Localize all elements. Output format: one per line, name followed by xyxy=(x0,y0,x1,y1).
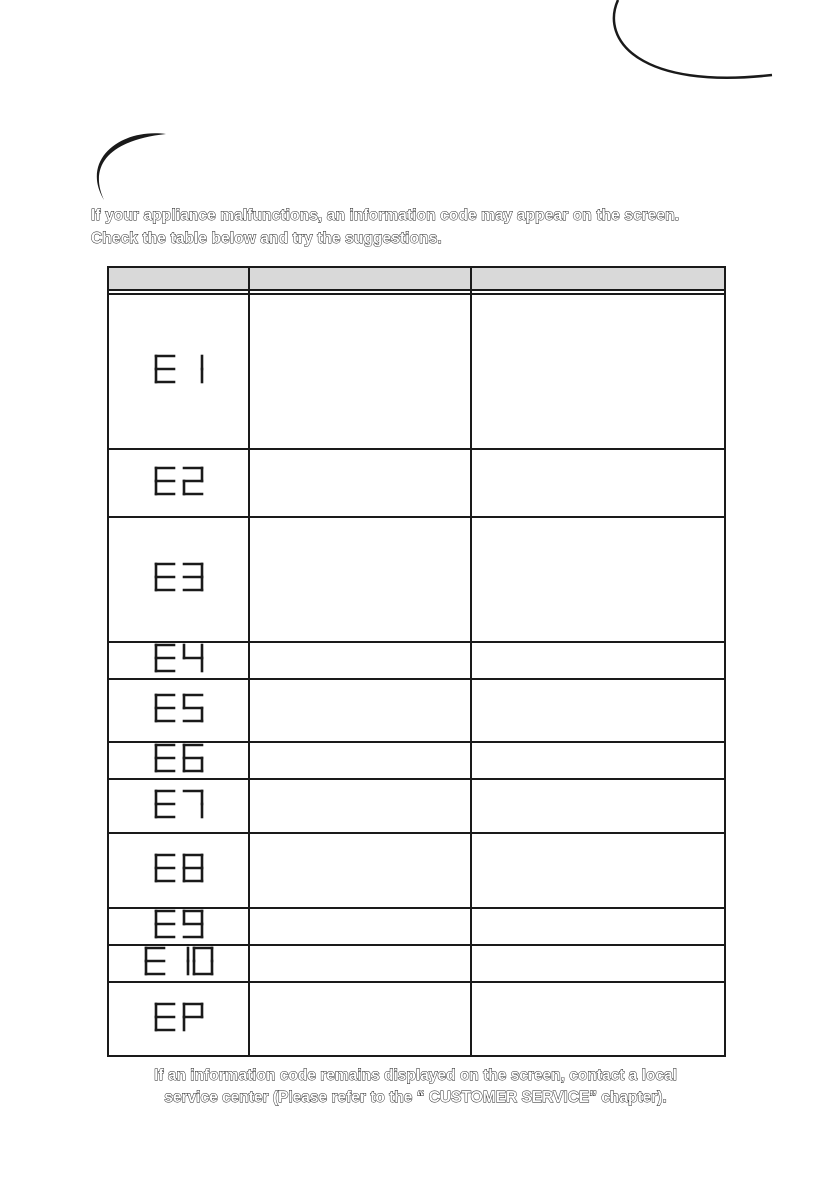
table-row xyxy=(108,908,725,945)
code-cell-e9 xyxy=(108,908,249,945)
table-row xyxy=(108,517,725,642)
e10-code-display xyxy=(144,946,214,981)
table-row xyxy=(108,742,725,779)
footer-line-1: If an information code remains displayed on the screen, contact a local xyxy=(154,1067,677,1084)
solution-cell xyxy=(471,945,725,982)
cause-cell xyxy=(249,742,471,779)
cause-cell xyxy=(249,945,471,982)
solution-cell xyxy=(471,982,725,1056)
code-cell-e10 xyxy=(108,945,249,982)
table-row xyxy=(108,982,725,1056)
e7-code-display xyxy=(154,789,204,824)
seven-segment-code xyxy=(154,743,204,773)
top-right-arc xyxy=(614,0,772,78)
solution-cell xyxy=(471,833,725,908)
seven-segment-code xyxy=(154,1002,204,1032)
cause-cell xyxy=(249,517,471,642)
header-solution xyxy=(471,267,725,290)
seven-segment-code xyxy=(144,946,214,976)
section-bracket-arc xyxy=(97,133,166,200)
intro-line-1: If your appliance malfunctions, an information code may appear on the screen. xyxy=(91,207,680,224)
code-cell-e1 xyxy=(108,294,249,449)
code-cell-e5 xyxy=(108,679,249,742)
e4-code-display xyxy=(154,643,204,678)
solution-cell xyxy=(471,449,725,517)
e8-code-display xyxy=(154,853,204,888)
solution-cell xyxy=(471,742,725,779)
table-header-row xyxy=(108,267,725,290)
cause-cell xyxy=(249,779,471,833)
seven-segment-code xyxy=(154,853,204,883)
intro-line-2: Check the table below and try the suggestions. xyxy=(91,230,442,247)
seven-segment-code xyxy=(154,693,204,723)
code-cell-e4 xyxy=(108,642,249,679)
seven-segment-code xyxy=(154,466,204,496)
table-row xyxy=(108,642,725,679)
solution-cell xyxy=(471,642,725,679)
intro-text xyxy=(91,204,771,250)
e5-code-display xyxy=(154,693,204,728)
footer-note xyxy=(107,1065,724,1109)
code-cell-e2 xyxy=(108,449,249,517)
e9-code-display xyxy=(154,909,204,944)
information-code-table xyxy=(107,266,726,1057)
footer-line-2: service center (Please refer to the “ CUSTOMER SERVICE” chapter). xyxy=(164,1089,667,1106)
solution-cell xyxy=(471,908,725,945)
cause-cell xyxy=(249,908,471,945)
seven-segment-code xyxy=(154,643,204,673)
solution-cell xyxy=(471,517,725,642)
header-code xyxy=(108,267,249,290)
code-cell-e6 xyxy=(108,742,249,779)
seven-segment-code xyxy=(154,354,204,384)
cause-cell xyxy=(249,294,471,449)
seven-segment-code xyxy=(154,789,204,819)
table-row xyxy=(108,779,725,833)
cause-cell xyxy=(249,449,471,517)
table-row xyxy=(108,945,725,982)
e1-code-display xyxy=(154,354,204,389)
code-cell-e7 xyxy=(108,779,249,833)
table-row xyxy=(108,449,725,517)
table-row xyxy=(108,833,725,908)
table-row xyxy=(108,294,725,449)
table-row xyxy=(108,679,725,742)
header-cause xyxy=(249,267,471,290)
e2-code-display xyxy=(154,466,204,501)
seven-segment-code xyxy=(154,909,204,939)
ep-code-display xyxy=(154,1002,204,1037)
cause-cell xyxy=(249,982,471,1056)
code-cell-e8 xyxy=(108,833,249,908)
cause-cell xyxy=(249,679,471,742)
code-cell-e3 xyxy=(108,517,249,642)
e6-code-display xyxy=(154,743,204,778)
seven-segment-code xyxy=(154,562,204,592)
cause-cell xyxy=(249,642,471,679)
solution-cell xyxy=(471,779,725,833)
e3-code-display xyxy=(154,562,204,597)
solution-cell xyxy=(471,679,725,742)
code-cell-ep xyxy=(108,982,249,1056)
cause-cell xyxy=(249,833,471,908)
solution-cell xyxy=(471,294,725,449)
